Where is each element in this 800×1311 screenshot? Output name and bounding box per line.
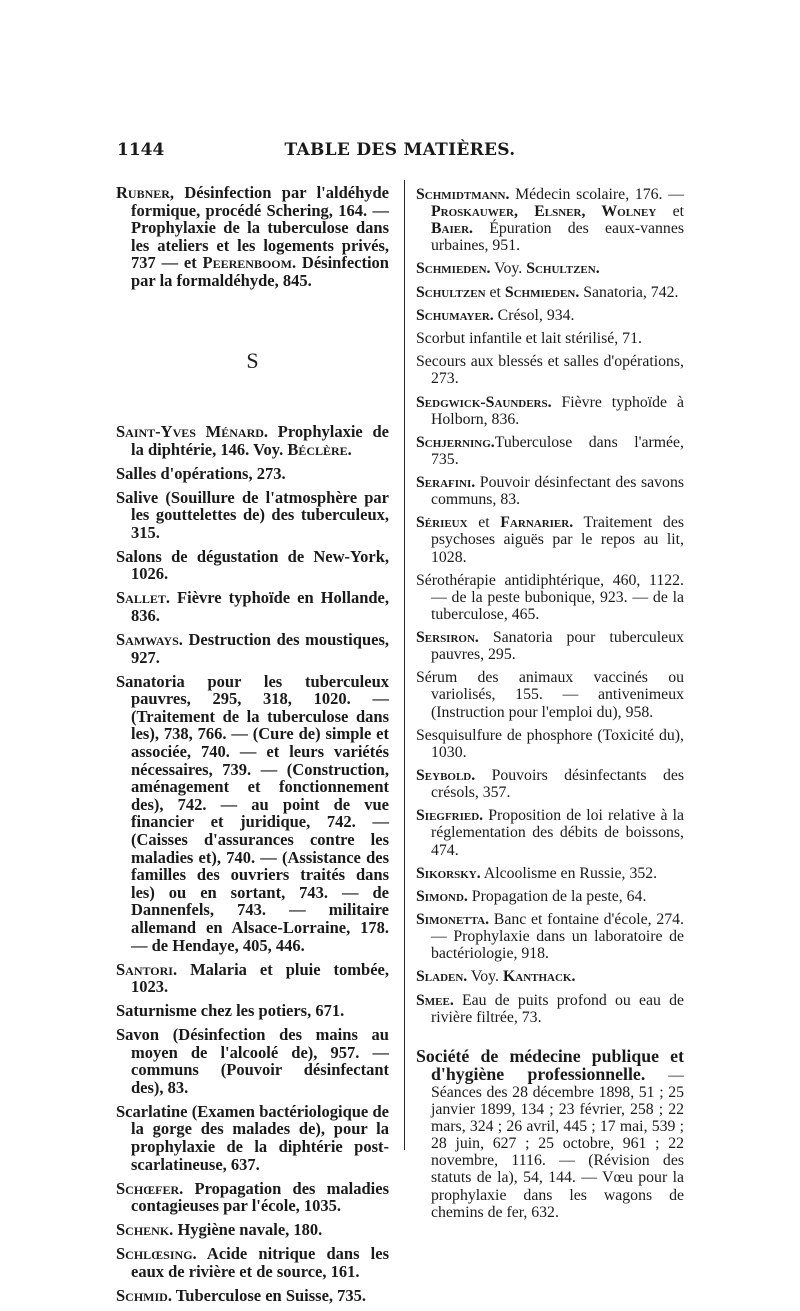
index-entry [416, 669, 684, 720]
societe-heading: Société de médecine publique et d'hygiène professionnelle. [416, 1045, 684, 1084]
section-letter: S [246, 347, 259, 373]
entry-text: Destruction des moustiques, 927. [131, 630, 389, 667]
entry-name: Schlœsing. [116, 1244, 197, 1264]
index-entry [416, 629, 684, 663]
entry-name: Schœfer. [116, 1178, 184, 1198]
index-entry [116, 489, 389, 542]
index-entry [116, 465, 389, 483]
index-entry [416, 394, 684, 428]
index-entry [416, 767, 684, 801]
index-entry [116, 1245, 389, 1280]
index-entry [116, 1103, 389, 1173]
entry-name: Baier. [431, 220, 473, 238]
entry-text: Fièvre typhoïde en Hollande, 836. [131, 588, 389, 626]
entry-text: Saturnisme chez les potiers, 671. [116, 1001, 345, 1021]
entry-name: Simonetta. [416, 911, 490, 929]
entry-name: Saint-Yves Ménard. [116, 422, 269, 442]
index-entry [116, 589, 389, 624]
left-entries [116, 423, 389, 1304]
entry-name: Sallet. [116, 588, 170, 608]
index-entry [116, 1002, 389, 1020]
entry-text: Banc et fontaine d'école, 274. — Prophylaxie dans un laboratoire de bactériologie, 918. [431, 911, 684, 963]
entry-name: Schmid. [116, 1285, 172, 1305]
entry-text: Traitement des psychoses aiguës par le repos au lit, 1028. [431, 514, 684, 566]
index-entry [416, 284, 684, 301]
entry-text: Fièvre typhoïde à Holborn, 836. [431, 393, 684, 428]
entry-text: Scarlatine (Examen bactériologique de la gorge des malades de), pour la prophylaxie de la diphtérie post-scarlatineuse, 637. [116, 1101, 389, 1174]
index-entry [116, 961, 389, 996]
entry-text: Acide nitrique dans les eaux de rivière et de source, 161. [131, 1244, 389, 1281]
entry-name: Schmidtmann. [416, 186, 510, 203]
index-entry [416, 307, 684, 324]
entry-text: Sérum des animaux vaccinés ou variolisés, 155. — antivenimeux (Instruction pour l'emploi du), 958. [416, 669, 684, 721]
entry-name: Peerenboom. [202, 253, 297, 273]
entry-text: Pouvoir désinfectant des savons communs, 83. [431, 474, 684, 509]
left-column [116, 184, 389, 1311]
index-entry [116, 548, 389, 583]
index-entry [416, 992, 684, 1026]
entry-name: Schmieden. [416, 260, 491, 278]
entry-name: Smee. [416, 991, 454, 1009]
entry-name: Siegfried. [416, 807, 484, 825]
index-entry [416, 727, 684, 761]
index-entry-societe [416, 1045, 684, 1221]
entry-text: Tuberculose dans l'armée, 735. [431, 433, 684, 468]
entry-name: Schultzen. [526, 260, 600, 278]
index-entry [416, 514, 684, 565]
index-entry [116, 631, 389, 666]
entry-text: Pouvoirs désinfectants des crésols, 357. [431, 767, 684, 802]
entry-name: Samways. [116, 630, 183, 650]
entry-text: Salive (Souillure de l'atmosphère par les gouttelettes de) des tuberculeux, 315. [116, 487, 389, 542]
entry-name: Rubner, [116, 183, 175, 202]
entry-text: et [656, 203, 684, 221]
index-entry [116, 673, 389, 955]
entry-name: Schenk. [116, 1220, 174, 1240]
societe-text: — Séances des 28 décembre 1898, 51 ; 25 janvier 1899, 134 ; 23 février, 258 ; 22 mars, 324 ; 26 avril, 445 ; 17 mai, 539 ; 28 juin, 627 ; 25 octobre, 961 ; 22 novembre, 1116. — (Révision des statuts de la), 54, 144. — Vœu pour la prophylaxie dans les wagons de chemins de fer, 632. [431, 1066, 684, 1221]
index-entry [116, 1221, 389, 1239]
index-entry [116, 423, 389, 458]
entry-text: Sanatoria pour tuberculeux pauvres, 295. [431, 629, 684, 664]
entry-name: Proskauwer, Elsner, Wolney [431, 203, 657, 221]
index-entry [416, 807, 684, 858]
entry-text: Salles d'opérations, 273. [116, 463, 286, 483]
entry-name: Serafini. [416, 474, 476, 492]
entry-text: Sanatoria, 742. [579, 283, 679, 301]
right-column [416, 186, 684, 1227]
entry-text: Proposition de loi relative à la réglementation des débits de boissons, 474. [431, 807, 684, 859]
entry-text: Hygiène navale, 180. [173, 1220, 323, 1240]
entry-text: Secours aux blessés et salles d'opérations, 273. [416, 353, 684, 388]
index-entry [416, 888, 684, 905]
entry-name: Sérieux [416, 514, 468, 532]
entry-name: Schmieden. [504, 283, 580, 301]
entry-name: Schumayer. [416, 306, 494, 324]
entry-text: Savon (Désinfection des mains au moyen de l'alcoolé de), 957. — communs (Pouvoir désinfectant des), 83. [116, 1025, 389, 1097]
index-entry [416, 865, 684, 882]
index-entry [116, 1180, 389, 1215]
entry-text: Tuberculose en Suisse, 735. [171, 1285, 367, 1305]
entry-text: Malaria et pluie tombée, 1023. [131, 959, 389, 997]
index-entry [416, 911, 684, 962]
index-entry [416, 434, 684, 468]
entry-text: Sanatoria pour les tuberculeux pauvres, 295, 318, 1020. — (Traitement de la tuberculose dans les), 738, 766. — (Cure de) simple et associée, 740. — et leurs variétés nécessaires, 739. — (Construction, aménagement et fonctionnement des), 742. — au point de vue financier et juridique, 742. — (Caisses d'assurances contre les maladies et), 740. — (Assistance des familles des ouvriers traités dans les) ou en sortant, 743. — de Dannenfels, 743. — militaire allemand en Alsace-Lorraine, 178. — de Hendaye, 405, 446. [116, 671, 389, 955]
index-entry [116, 1287, 389, 1305]
entry-text: Voy. [490, 260, 527, 278]
right-entries [416, 186, 684, 1026]
entry-name: Sikorsky. [416, 864, 481, 882]
index-entry [416, 572, 684, 623]
entry-text: et [467, 514, 501, 532]
entry-name: Seybold. [416, 767, 476, 785]
page-number: 1144 [117, 140, 165, 160]
entry-text: Prophylaxie de la diphtérie, 146. Voy. [131, 422, 390, 459]
entry-name: Santori. [116, 959, 178, 979]
entry-text: et [485, 283, 505, 301]
index-entry [416, 186, 684, 254]
entry-name: Schultzen [416, 283, 486, 301]
index-entry [116, 184, 389, 290]
entry-text: Médecin scolaire, 176. — [509, 186, 684, 203]
index-entry [416, 474, 684, 508]
entry-text: Épuration des eaux-vannes urbaines, 951. [431, 220, 684, 255]
entry-name: Sladen. [416, 968, 468, 986]
entry-name: Simond. [416, 887, 468, 905]
entry-text: Propagation de la peste, 64. [467, 887, 647, 905]
index-entry [416, 330, 684, 347]
index-entry [116, 1026, 389, 1096]
column-divider [404, 180, 405, 1150]
left-entries-before [116, 184, 389, 290]
entry-text: Désinfection par l'aldéhyde formique, procédé Schering, 164. — Prophylaxie de la tuberculose dans les ateliers et les logements privés, 737 — et [131, 183, 389, 273]
entry-text: Scorbut infantile et lait stérilisé, 71. [416, 330, 642, 348]
entry-name: Schjerning. [416, 433, 495, 451]
entry-name: Farnarier. [500, 514, 574, 532]
entry-text: Désinfection par la formaldéhyde, 845. [131, 253, 389, 290]
index-entry [416, 353, 684, 387]
entry-name: Kanthack. [502, 968, 576, 986]
entry-text: Propagation des maladies contagieuses par l'école, 1035. [131, 1178, 389, 1216]
entry-name: Sedgwick-Saunders. [416, 393, 552, 411]
entry-text: Voy. [467, 968, 503, 986]
index-entry [416, 260, 684, 277]
entry-text: Crésol, 934. [493, 306, 575, 324]
entry-name: Béclère. [287, 439, 352, 459]
entry-text: Eau de puits profond ou eau de rivière filtrée, 73. [431, 991, 684, 1026]
entry-text: Sérothérapie antidiphtérique, 460, 1122. — de la peste bubonique, 923. — de la tuberculose, 465. [416, 571, 684, 623]
entry-text: Salons de dégustation de New-York, 1026. [116, 546, 389, 584]
running-title: TABLE DES MATIÈRES. [284, 140, 516, 160]
entry-text: Alcoolisme en Russie, 352. [480, 864, 658, 882]
entry-text: Sesquisulfure de phosphore (Toxicité du), 1030. [416, 726, 684, 761]
entry-name: Sersiron. [416, 629, 479, 647]
index-entry [416, 968, 684, 985]
